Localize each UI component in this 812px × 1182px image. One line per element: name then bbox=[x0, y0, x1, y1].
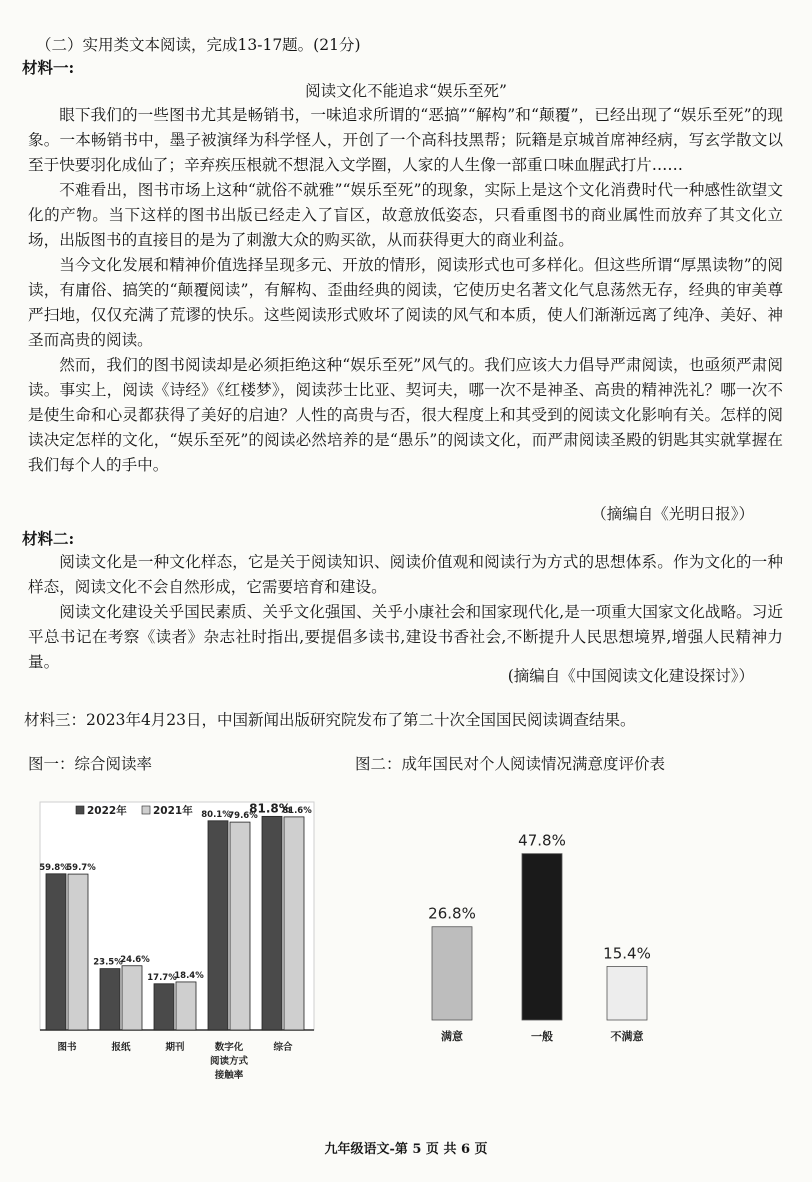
figure2-chart bbox=[400, 794, 700, 1084]
figure1-data-label: 81.8% bbox=[249, 801, 291, 816]
figure1-bar bbox=[46, 874, 66, 1030]
figure1-data-label: 79.6% bbox=[228, 811, 258, 822]
figure1-bar bbox=[208, 821, 228, 1030]
figure2-category-label: 满意 bbox=[441, 1030, 463, 1043]
figure1-bar bbox=[122, 966, 142, 1030]
figure2-data-label: 15.4% bbox=[603, 944, 651, 963]
figure2-data-label: 26.8% bbox=[428, 904, 476, 923]
figure2-bar bbox=[432, 927, 472, 1020]
figure1-legend-label: 2022年 bbox=[87, 805, 127, 817]
figure1-bar bbox=[284, 817, 304, 1030]
figure1-category-label: 接触率 bbox=[214, 1070, 244, 1081]
figure2-category-label: 一般 bbox=[531, 1030, 553, 1043]
material1-paragraph: 眼下我们的一些图书尤其是畅销书，一味追求所谓的“恶搞”“解构”和“颠覆”，已经出现了“娱乐至死”的现象。一本畅销书中，墨子被演绎为科学怪人，开创了一个高科技黑帮；阮籍是京城首席神经病，写玄学散文以至于快要羽化成仙了；辛弃疾压根就不想混入文学圈，人家的人生像一部重口味血腥武打片…… bbox=[28, 106, 783, 174]
figure1-caption: 图一：综合阅读率 bbox=[28, 755, 153, 773]
figure1-data-label: 24.6% bbox=[120, 954, 150, 965]
figure1-category-label: 报纸 bbox=[111, 1042, 131, 1053]
figure1-legend-swatch bbox=[142, 806, 150, 814]
figure1-category-label: 阅读方式 bbox=[209, 1056, 249, 1067]
figure1-category-label: 综合 bbox=[273, 1042, 293, 1053]
figure1-legend-swatch bbox=[76, 806, 84, 814]
figure1-bar bbox=[262, 816, 282, 1030]
figure1-data-label: 80.1% bbox=[201, 809, 231, 820]
figure1-data-label: 18.4% bbox=[174, 970, 204, 981]
figure2-bar bbox=[522, 854, 562, 1020]
material2-source: (摘编自《中国阅读文化建设探讨》） bbox=[507, 667, 754, 685]
figure2-data-label: 47.8% bbox=[518, 831, 566, 850]
figure1-bar bbox=[100, 969, 120, 1030]
material1-body bbox=[28, 103, 783, 478]
figure1-category-label: 图书 bbox=[57, 1042, 77, 1053]
material2-paragraph: 阅读文化建设关乎国民素质、关乎文化强国、关乎小康社会和国家现代化,是一项重大国家文化战略。习近平总书记在考察《读者》杂志社时指出,要提倡多读书,建设书香社会,不断提升人民思想境界,增强人民精神力量。 bbox=[28, 603, 783, 671]
material1-source: （摘编自《光明日报》） bbox=[591, 505, 754, 523]
material1-label: 材料一: bbox=[22, 58, 75, 77]
material1-paragraph: 当今文化发展和精神价值选择呈现多元、开放的情形，阅读形式也可多样化。但这些所谓“厚黑读物”的阅读，有庸俗、搞笑的“颠覆阅读”，有解构、歪曲经典的阅读，它使历史名著文化气息荡然无存，经典的审美尊严扫地，仅仅充满了荒谬的快乐。这些阅读形式败坏了阅读的风气和本质，使人们渐渐远离了纯净、美好、神圣而高贵的阅读。 bbox=[28, 256, 783, 349]
figure1-data-label: 59.7% bbox=[66, 863, 96, 874]
section-header: （二）实用类文本阅读，完成13-17题。(21分) bbox=[36, 36, 361, 54]
figure1-bar bbox=[68, 874, 88, 1030]
figure1-category-label: 期刊 bbox=[165, 1042, 185, 1053]
material1-title: 阅读文化不能追求“娱乐至死” bbox=[305, 82, 507, 100]
material1-paragraph: 不难看出，图书市场上这种“就俗不就雅”“娱乐至死”的现象，实际上是这个文化消费时代一种感性欲望文化的产物。当下这样的图书出版已经走入了盲区，故意放低姿态，只看重图书的商业属性而放弃了其文化立场，出版图书的直接目的是为了刺激大众的购买欲，从而获得更大的商业利益。 bbox=[28, 181, 783, 249]
figure2-caption: 图二：成年国民对个人阅读情况满意度评价表 bbox=[355, 755, 666, 773]
material2-paragraph: 阅读文化是一种文化样态，它是关于阅读知识、阅读价值观和阅读行为方式的思想体系。作为文化的一种样态，阅读文化不会自然形成，它需要培育和建设。 bbox=[28, 553, 783, 596]
material2-label: 材料二: bbox=[22, 529, 75, 548]
figure1-bar bbox=[176, 982, 196, 1030]
figure1-data-label: 81.6% bbox=[282, 805, 312, 816]
figure1-bar bbox=[154, 984, 174, 1030]
figure1-chart bbox=[32, 794, 322, 1084]
material1-paragraph: 然而，我们的图书阅读却是必须拒绝这种“娱乐至死”风气的。我们应该大力倡导严肃阅读，也亟须严肃阅读。事实上，阅读《诗经》《红楼梦》，阅读莎士比亚、契诃夫，哪一次不是神圣、高贵的精神洗礼？哪一次不是使生命和心灵都获得了美好的启迪？人性的高贵与否，很大程度上和其受到的阅读文化影响有关。怎样的阅读决定怎样的文化，“娱乐至死”的阅读必然培养的是“愚乐”的阅读文化，而严肃阅读圣殿的钥匙其实就掌握在我们每个人的手中。 bbox=[28, 356, 783, 474]
figure1-category-label: 数字化 bbox=[214, 1042, 244, 1053]
figure2-bar bbox=[607, 966, 647, 1020]
figure1-data-label: 23.5% bbox=[93, 957, 123, 968]
material3-text: 材料三：2023年4月23日，中国新闻出版研究院发布了第二十次全国国民阅读调查结果。 bbox=[24, 711, 636, 729]
figure1-data-label: 59.8% bbox=[39, 862, 69, 873]
figure1-data-label: 17.7% bbox=[147, 972, 177, 983]
figure1-bar bbox=[230, 822, 250, 1030]
material2-body bbox=[28, 550, 783, 675]
figure1-legend-label: 2021年 bbox=[153, 805, 193, 817]
figure2-category-label: 不满意 bbox=[610, 1030, 644, 1043]
page-footer: 九年级语文-第 5 页 共 6 页 bbox=[324, 1142, 488, 1157]
